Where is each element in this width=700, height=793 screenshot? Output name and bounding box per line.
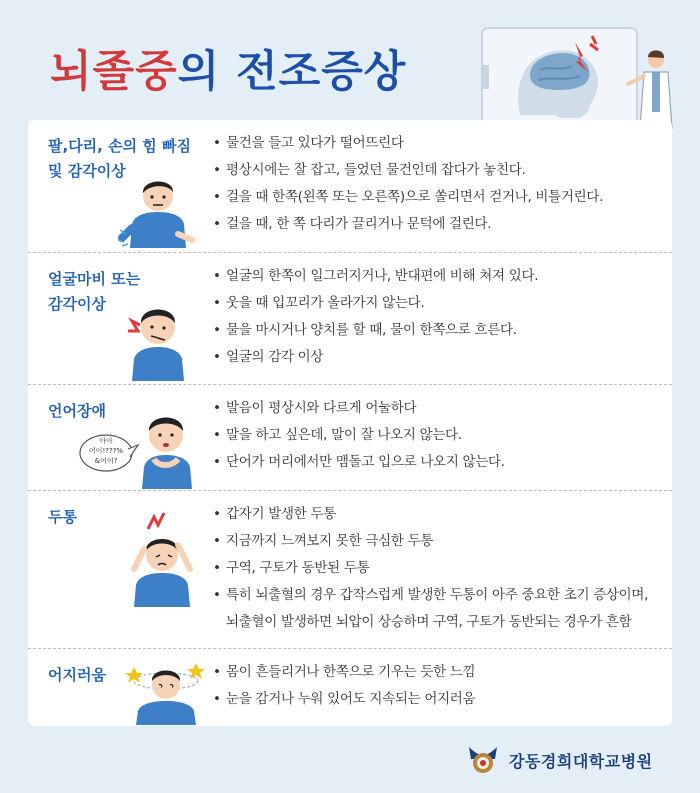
list-item: • 발음이 평상시와 다르게 어눌하다	[213, 395, 668, 422]
title-rest: 의 전조증상	[177, 47, 407, 97]
person-arm-numb-icon	[118, 168, 198, 248]
list-item: • 얼굴의 감각 이상	[213, 344, 668, 371]
symptom-list	[213, 659, 668, 713]
category-title: 두통	[48, 508, 77, 526]
star-icon	[187, 663, 205, 679]
hospital-emblem-icon	[465, 743, 501, 777]
section-headache	[28, 491, 672, 649]
section-facial-paralysis	[28, 253, 672, 385]
symptoms-card	[28, 120, 672, 726]
list-item: • 걸을 때, 한 쪽 다리가 끌리거나 문턱에 걸린다.	[213, 211, 668, 238]
list-item: • 걸을 때 한쪽(왼쪽 또는 오른쪽)으로 쏠리면서 걷거나, 비틀거린다.	[213, 184, 668, 211]
person-dizziness-icon	[124, 657, 208, 725]
list-item: • 물건을 들고 있다가 떨어뜨린다	[213, 130, 668, 157]
list-item: • 얼굴의 한쪽이 일그러지거나, 반대편에 비해 쳐져 있다.	[213, 263, 668, 290]
symptom-list	[213, 395, 668, 476]
list-item: • 지금까지 느껴보지 못한 극심한 두통	[213, 528, 668, 555]
page-title	[50, 38, 406, 99]
list-item: • 말을 하고 싶은데, 말이 잘 나오지 않는다.	[213, 422, 668, 449]
list-item: • 눈을 감거나 누워 있어도 지속되는 어지러움	[213, 686, 668, 713]
category-title: 팔,다리, 손의 힘 빠짐 및 감각이상	[48, 137, 191, 180]
list-item: • 구역, 구토가 동반된 두통	[213, 555, 668, 582]
list-item: • 갑자기 발생한 두통	[213, 501, 668, 528]
hero-illustration	[480, 20, 680, 132]
svg-text:아아: 아아	[99, 437, 113, 445]
person-face-paralysis-icon	[118, 293, 198, 381]
symptom-list	[213, 501, 668, 636]
person-headache-icon	[128, 509, 198, 607]
section-speech-disorder	[28, 385, 672, 491]
star-icon	[125, 667, 143, 683]
category-title: 어지러움	[48, 666, 106, 684]
hospital-name: 강동경희대학교병원	[509, 751, 653, 771]
list-item: • 물을 마시거나 양치를 할 때, 물이 한쪽으로 흐른다.	[213, 317, 668, 344]
section-dizziness	[28, 649, 672, 726]
list-item-continuation: 뇌출혈이 발생하면 뇌압이 상승하며 구역, 구토가 동반되는 경우가 흔함	[226, 614, 632, 630]
symptom-list	[213, 263, 668, 371]
hospital-logo	[465, 742, 653, 778]
list-item: • 특히 뇌출혈의 경우 갑작스럽게 발생한 두통이 아주 중요한 초기 증상이며,	[213, 582, 668, 609]
person-speech-disorder-icon	[78, 397, 198, 489]
list-item: • 몸이 흔들리거나 한쪽으로 기우는 듯한 느낌	[213, 659, 668, 686]
list-item: • 단어가 머리에서만 맴돌고 입으로 나오지 않는다.	[213, 449, 668, 476]
list-item: • 평상시에는 잘 잡고, 들었던 물건인데 잡다가 놓친다.	[213, 157, 668, 184]
list-item: • 웃을 때 입꼬리가 올라가지 않는다.	[213, 290, 668, 317]
symptom-list	[213, 130, 668, 238]
category-title: 얼굴마비 또는 감각이상	[48, 270, 141, 313]
svg-text:어이!???%: 어이!???%	[88, 447, 124, 455]
section-limb-weakness	[28, 120, 672, 253]
title-highlight: 뇌졸중	[50, 47, 178, 97]
category-title: 언어장애	[48, 402, 106, 420]
svg-text:&어이?: &어이?	[94, 457, 118, 465]
